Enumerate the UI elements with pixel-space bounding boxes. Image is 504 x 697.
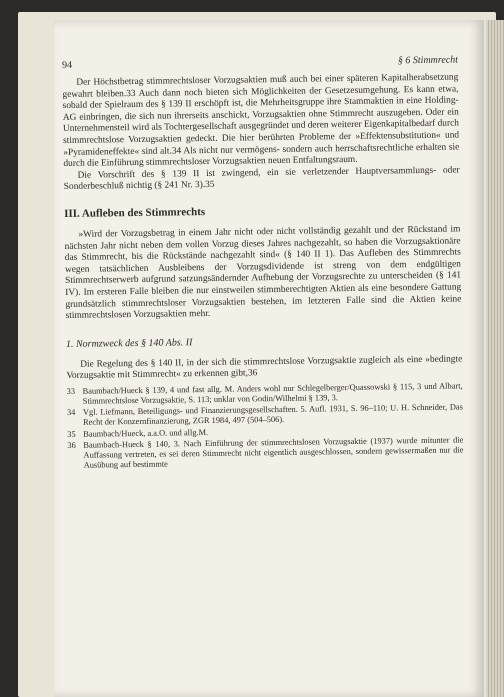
footnote-text: Vgl. Liefmann, Beteiligungs- und Finanzierungsgesellschaften. 5. Aufl. 1931, S. 96–110; U. H. Schneider, Das Recht der Konzernfinanzierung, ZGR 1984, 497 (504–506). — [82, 402, 463, 428]
footnote-number: 33 — [66, 386, 76, 396]
footnote-number: 35 — [67, 429, 76, 439]
section-heading: III. Aufleben des Stimmrechts — [64, 205, 206, 220]
subsection-heading: 1. Normzweck des § 140 Abs. II — [65, 336, 193, 350]
footnote-text: Baumbach-Hueck § 140, 3. Nach Einführung der stimmrechtslosen Vorzugsaktie (1937) wurde mitunter die Auffassung vertreten, es sei deren Stimmrecht nicht eigentlich ausgeschlossen, sondern gewissermaßen nur die Ausübung auf bestimmte — [83, 435, 464, 471]
running-head: § 6 Stimmrecht — [397, 54, 459, 67]
body-paragraph: Die Vorschrift des § 139 II ist zwingend, ein sie verletzender Hauptversammlungs- oder Sonderbeschluß nichtig (§ 241 Nr. 3).35 — [63, 165, 460, 193]
footnote-text: Baumbach/Hueck, a.a.O. und allg.M. — [83, 427, 209, 439]
footnote-number: 34 — [66, 408, 76, 418]
footnotes — [67, 381, 464, 471]
footnote-number: 36 — [67, 440, 76, 450]
page-number: 94 — [62, 59, 73, 71]
body-paragraph: Der Höchstbetrag stimmrechtsloser Vorzugsaktien muß auch bei einer späteren Kapitalherabsetzung gewahrt bleiben.33 Auch dann noch bieten sich Möglichkeiten der Gesetzesumgehung. Es kann etwa, sobald der Spielraum des § 139 II erschöpft ist, die Mehrheitsgruppe ihre Stammaktien in eine Holding-AG einbringen, die sich nun ihrerseits anschickt, Vorzugsaktien ohne Stimmrecht auszugeben. Oder ein Unternehmensteil wird als Tochtergesellschaft ausgegründet und deren weiterer Eigenkapitalbedarf durch stimmrechtslose Vorzugsaktien gedeckt. Die hier berührten Probleme der »Effektensubstitution« und »Pyramideneffekte« sind alt.34 Als nicht nur vermögens- sondern auch herrschaftsrechtliche erhalten sie durch die Einführung stimmrechtsloser Vorzugsaktien neuen Entfaltungsraum. — [62, 72, 460, 170]
page-content — [62, 54, 464, 472]
footnote-text: Baumbach/Hueck § 139, 4 und fast allg. M. Anders wohl nur Schlegelberger/Quassowski § 115, 3 und Albart, Stimmrechtslose Vorzugsaktie, S. 113; unklar von Godin/Wilhelmi § 139, 3. — [82, 381, 463, 406]
footnote — [67, 435, 463, 471]
page-stack — [486, 20, 504, 697]
body-paragraph: »Wird der Vorzugsbetrag in einem Jahr nicht oder nicht vollständig gezahlt und der Rückstand im nächsten Jahr nicht neben dem vollen Vorzug dieses Jahres nachgezahlt, so haben die Vorzugsaktionäre das Stimmrecht, bis die Rückstände nachgezahlt sind« (§ 140 II 1). Das Aufleben des Stimmrechts wegen tatsächlichen Ausbleibens der Vorzugsdividende ist streng von dem endgültigen Stimmrechtserwerb aufgrund satzungsändernder Aufhebung der Vorzugsrechte zu unterscheiden (§ 141 IV). Im ersteren Falle bleiben die nur einstweilen stimmberechtigten Aktien als eine besondere Gattung grundsätzlich stimmrechtsloser Vorzugsaktien bestehen, im letzteren Falle sind die Aktien keine stimmrechtslosen Vorzugsaktien mehr. — [64, 224, 462, 322]
body-paragraph: Die Regelung des § 140 II, in der sich die stimmrechtslose Vorzugsaktie zugleich als eine »bedingte Vorzugsaktie mit Stimmrecht« zu erkennen gibt,36 — [66, 354, 463, 382]
